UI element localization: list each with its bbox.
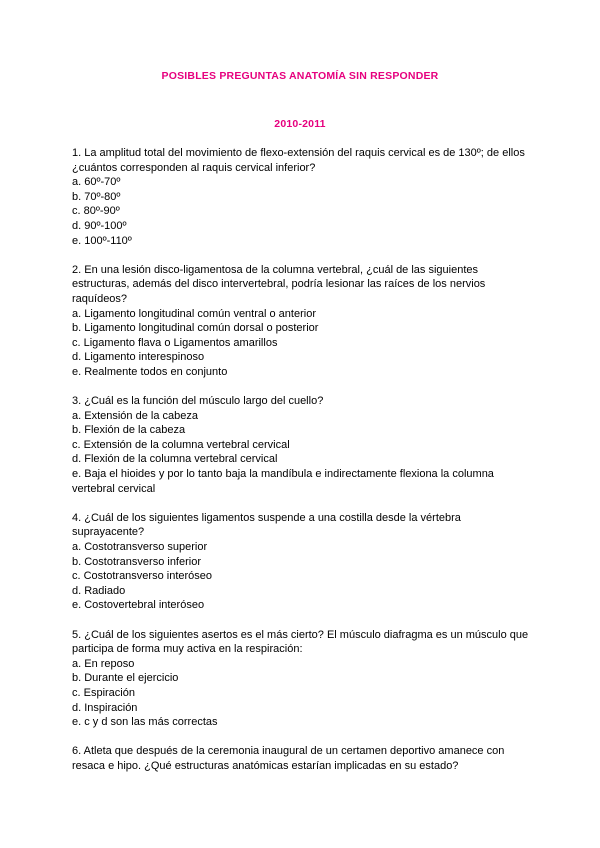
option-e: e. Costovertebral interóseo (72, 599, 205, 612)
option-c: c. Ligamento flava o Ligamentos amarillos (72, 336, 278, 349)
question-text: 4. ¿Cuál de los siguientes ligamentos suspende a una costilla desde la vértebra suprayacente? (72, 511, 461, 539)
option-b: b. Ligamento longitudinal común dorsal o posterior (72, 322, 319, 335)
option-c: c. Extensión de la columna vertebral cervical (72, 438, 290, 451)
option-d: d. Radiado (72, 584, 126, 597)
question-list (72, 146, 532, 788)
option-b: b. Flexión de la cabeza (72, 424, 186, 437)
option-b: b. Durante el ejercicio (72, 672, 179, 685)
document-year: 2010-2011 (274, 118, 326, 130)
option-list (72, 657, 532, 730)
option-e: e. c y d son las más correctas (72, 716, 218, 729)
option-a: a. Extensión de la cabeza (72, 409, 198, 422)
question-1 (72, 146, 532, 248)
option-list (72, 409, 532, 497)
option-c: c. Costotransverso interóseo (72, 570, 213, 583)
question-2 (72, 263, 532, 380)
question-text: 5. ¿Cuál de los siguientes asertos es el más cierto? El músculo diafragma es un músculo que participa de forma muy activa en la respiración: (72, 628, 529, 656)
option-d: d. Inspiración (72, 701, 138, 714)
option-b: b. Costotransverso inferior (72, 555, 201, 568)
option-c: c. 80º-90º (72, 205, 120, 218)
option-e: e. Realmente todos en conjunto (72, 365, 228, 378)
option-a: a. En reposo (72, 657, 135, 670)
document-title: POSIBLES PREGUNTAS ANATOMÍA SIN RESPONDER (161, 70, 439, 82)
question-text: 6. Atleta que después de la ceremonia inaugural de un certamen deportivo amanece con resaca e hipo. ¿Qué estructuras anatómicas estarían implicadas en su estado? (72, 745, 505, 772)
option-d: d. 90º-100º (72, 219, 127, 232)
option-c: c. Espiración (72, 686, 135, 699)
option-b: b. 70º-80º (72, 190, 121, 203)
option-a: a. Costotransverso superior (72, 541, 208, 554)
option-list (72, 307, 532, 380)
option-list (72, 175, 532, 248)
question-3 (72, 394, 532, 496)
option-d: d. Ligamento interespinoso (72, 351, 205, 364)
option-e: e. 100º-110º (72, 234, 132, 247)
option-e: e. Baja el hioides y por lo tanto baja la mandíbula e indirectamente flexiona la columna vertebral cervical (72, 468, 494, 495)
option-d: d. Flexión de la columna vertebral cervical (72, 453, 278, 466)
question-5 (72, 628, 532, 730)
question-6 (72, 744, 532, 773)
option-a: a. 60º-70º (72, 176, 121, 189)
question-text: 3. ¿Cuál es la función del músculo largo del cuello? (72, 395, 324, 408)
question-text: 2. En una lesión disco-ligamentosa de la columna vertebral, ¿cuál de las siguientes estructuras, además del disco intervertebral, podría lesionar las raíces de los nervios raquídeos? (72, 263, 486, 305)
option-list (72, 540, 532, 613)
option-a: a. Ligamento longitudinal común ventral o anterior (72, 307, 316, 320)
question-4 (72, 511, 532, 613)
question-text: 1. La amplitud total del movimiento de flexo-extensión del raquis cervical es de 130º; de ellos ¿cuántos corresponden al raquis cervical inferior? (72, 147, 525, 174)
